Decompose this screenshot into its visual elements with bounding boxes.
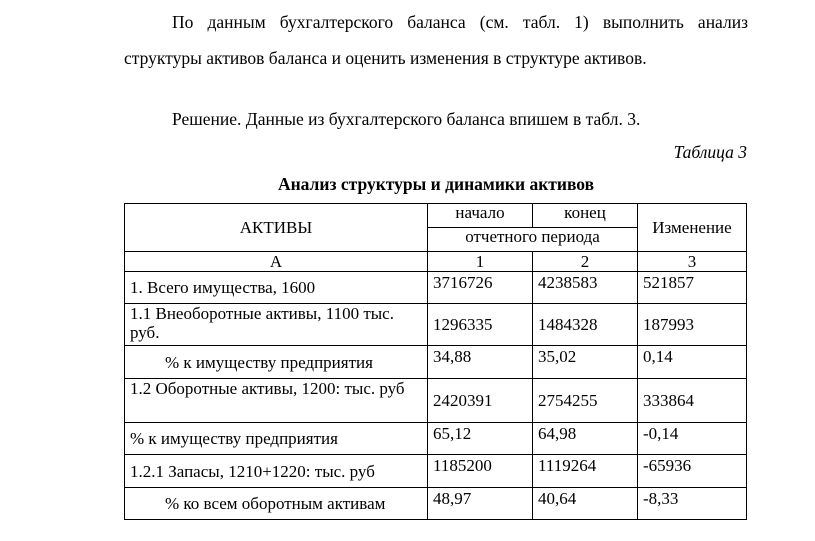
row-change-value: -65936 xyxy=(638,455,747,488)
table-title: Анализ структуры и динамики активов xyxy=(277,174,595,194)
table-index-row xyxy=(125,252,747,272)
row-start-value: 1296335 xyxy=(428,304,533,346)
row-change-value: -0,14 xyxy=(638,423,747,455)
table-row xyxy=(125,488,747,520)
task-line-2: структуры активов баланса и оценить изменения в структуре активов. xyxy=(124,48,647,68)
table-row xyxy=(125,272,747,304)
row-label: % к имуществу предприятия xyxy=(125,423,428,455)
row-change-value: 333864 xyxy=(638,379,747,423)
row-start-value: 34,88 xyxy=(428,346,533,379)
row-change-value: -8,33 xyxy=(638,488,747,520)
table-row xyxy=(125,346,747,379)
row-change-value: 0,14 xyxy=(638,346,747,379)
row-label: % к имуществу предприятия xyxy=(125,346,428,379)
row-change-value: 187993 xyxy=(638,304,747,346)
header-period: отчетного периода xyxy=(428,228,638,252)
row-label: % ко всем оборотным активам xyxy=(125,488,428,520)
row-end-value: 4238583 xyxy=(533,272,638,304)
row-end-value: 1119264 xyxy=(533,455,638,488)
row-end-value: 1484328 xyxy=(533,304,638,346)
row-label: 1.2.1 Запасы, 1210+1220: тыс. руб xyxy=(125,455,428,488)
header-assets: АКТИВЫ xyxy=(125,204,428,252)
header-change: Изменение xyxy=(638,204,747,252)
row-label: 1. Всего имущества, 1600 xyxy=(125,272,428,304)
table-header-row-1 xyxy=(125,204,747,228)
index-cell: 3 xyxy=(638,252,747,272)
index-cell: А xyxy=(125,252,428,272)
row-end-value: 35,02 xyxy=(533,346,638,379)
row-end-value: 64,98 xyxy=(533,423,638,455)
task-paragraph xyxy=(124,4,748,76)
row-change-value: 521857 xyxy=(638,272,747,304)
solution-text: Решение. Данные из бухгалтерского баланса впишем в табл. 3. xyxy=(172,109,641,129)
assets-table xyxy=(124,203,747,520)
row-end-value: 2754255 xyxy=(533,379,638,423)
row-end-value: 40,64 xyxy=(533,488,638,520)
row-start-value: 48,97 xyxy=(428,488,533,520)
table-row xyxy=(125,379,747,423)
table-caption: Таблица 3 xyxy=(673,142,747,162)
header-start: начало xyxy=(428,204,533,228)
table-row xyxy=(125,304,747,346)
row-label: 1.2 Оборотные активы, 1200: тыс. руб xyxy=(125,379,428,423)
solution-paragraph xyxy=(124,101,748,137)
row-start-value: 65,12 xyxy=(428,423,533,455)
row-label: 1.1 Внеоборотные активы, 1100 тыс. руб. xyxy=(125,304,428,346)
row-start-value: 1185200 xyxy=(428,455,533,488)
task-line-1: По данным бухгалтерского баланса (см. табл. 1) выполнить анализ xyxy=(172,12,748,32)
row-start-value: 3716726 xyxy=(428,272,533,304)
table-row xyxy=(125,423,747,455)
row-start-value: 2420391 xyxy=(428,379,533,423)
table-row xyxy=(125,455,747,488)
index-cell: 2 xyxy=(533,252,638,272)
header-end: конец xyxy=(533,204,638,228)
index-cell: 1 xyxy=(428,252,533,272)
